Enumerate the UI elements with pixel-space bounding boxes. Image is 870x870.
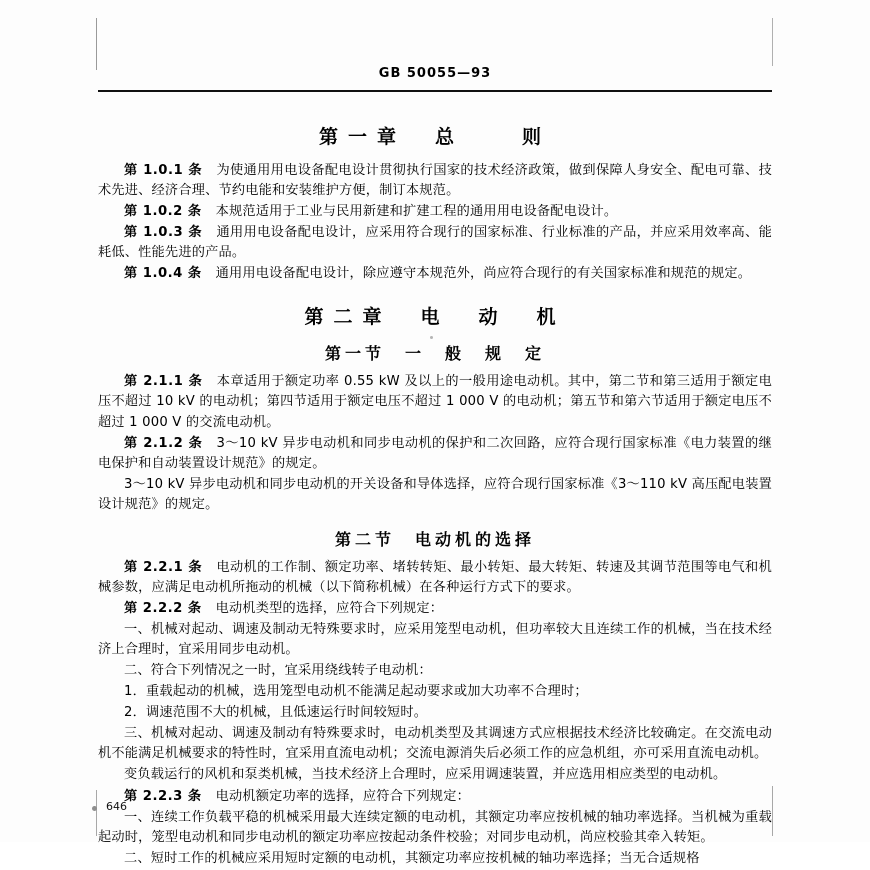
document-body [98,104,772,870]
article-text: 本规范适用于工业与民用新建和扩建工程的通用用电设备配电设计。 [215,204,618,220]
article-text: 电动机额定功率的选择，应符合下列规定： [215,788,470,804]
scan-edge-mark [772,18,773,66]
article-paragraph [98,372,772,432]
article-text: 电动机类型的选择，应符合下列规定： [215,600,444,616]
scan-dot-mark [92,806,97,811]
header-divider [98,90,772,92]
section-title-2-2: 第二节 电动机的选择 [334,529,535,549]
article-label: 第 2.2.1 条 [124,559,203,575]
article-label: 第 1.0.3 条 [124,225,203,241]
article-paragraph [98,223,772,263]
article-label: 第 1.0.4 条 [124,266,202,282]
article-paragraph [98,264,772,284]
article-label: 第 1.0.2 条 [124,204,202,220]
scan-edge-mark [96,18,97,70]
article-paragraph [98,202,772,222]
article-label: 第 2.2.3 条 [124,788,202,804]
plain-paragraph: 三、机械对起动、调速及制动有特殊要求时，电动机类型及其调速方式应根据技术经济比较确定。在交流电动机不能满足机械要求的特性时，宜采用直流电动机；交流电源消失后必须工作的应急机组，亦可采用直流电动机。 [98,726,772,762]
standard-code-header: GB 50055—93 [378,66,492,81]
chapter-title-2: 第二章 电 动 机 [304,306,566,329]
plain-paragraph: 一、连续工作负载平稳的机械采用最大连续定额的电动机，其额定功率应按机械的轴功率选择。当机械为重载起动时，笼型电动机和同步电动机的额定功率应按起动条件校验；对同步电动机，尚应校验其牵入转矩。 [98,809,772,845]
article-paragraph [98,558,772,598]
list-item: 2．调速范围不大的机械，且低速运行时间较短时。 [124,705,428,721]
article-text: 本章适用于额定功率 0.55 kW 及以上的一般用途电动机。其中，第二节和第三适用于额定电压不超过 10 kV 的电动机；第四节适用于额定电压不超过 1 000 V 的电动机；第五节和第六节适用于额定电压不超过 1 000 V 的交流电动机。 [98,374,772,430]
article-paragraph [98,787,772,807]
plain-paragraph: 一、机械对起动、调速及制动无特殊要求时，应采用笼型电动机，但功率较大且连续工作的机械，当在技术经济上合理时，宜采用同步电动机。 [98,622,772,658]
article-paragraph [98,599,772,619]
article-label: 第 2.1.1 条 [124,374,203,390]
section-title-2-1: 第一节 一 般 规 定 [324,344,545,364]
chapter-title-1: 第一章 总 则 [318,126,551,148]
scan-edge-mark [96,790,97,836]
article-label: 第 2.1.2 条 [124,435,203,451]
plain-paragraph: 3～10 kV 异步电动机和同步电动机的开关设备和导体选择，应符合现行国家标准《3～110 kV 高压配电装置设计规范》的规定。 [98,476,772,512]
plain-paragraph: 二、短时工作的机械应采用短时定额的电动机，其额定功率应按机械的轴功率选择；当无合适规格 [124,850,700,866]
scan-edge-mark [772,786,773,836]
article-paragraph [98,161,772,201]
article-text: 通用用电设备配电设计，除应遵守本规范外，尚应符合现行的有关国家标准和规范的规定。 [215,266,752,282]
article-label: 第 1.0.1 条 [124,163,203,178]
list-item: 1．重载起动的机械，选用笼型电动机不能满足起动要求或加大功率不合理时； [124,684,588,700]
article-paragraph [98,434,772,474]
article-text: 3～10 kV 异步电动机和同步电动机的保护和二次回路，应符合现行国家标准《电力装置的继电保护和自动装置设计规范》的规定。 [98,435,772,471]
article-label: 第 2.2.2 条 [124,600,202,616]
page-number: 646 [106,800,127,813]
article-text: 为使通用用电设备配电设计贯彻执行国家的技术经济政策，做到保障人身安全、配电可靠、技术先进、经济合理、节约电能和安装维护方便，制订本规范。 [98,163,772,199]
article-text: 通用用电设备配电设计，应采用符合现行的国家标准、行业标准的产品，并应采用效率高、能耗低、性能先进的产品。 [98,225,772,261]
plain-paragraph: 变负载运行的风机和泵类机械，当技术经济上合理时，应采用调速装置，并应选用相应类型的电动机。 [124,767,727,783]
plain-paragraph: 二、符合下列情况之一时，宜采用绕线转子电动机： [124,663,432,679]
article-text: 电动机的工作制、额定功率、堵转转矩、最小转矩、最大转矩、转速及其调节范围等电气和机械参数，应满足电动机所拖动的机械（以下简称机械）在各种运行方式下的要求。 [98,559,772,595]
